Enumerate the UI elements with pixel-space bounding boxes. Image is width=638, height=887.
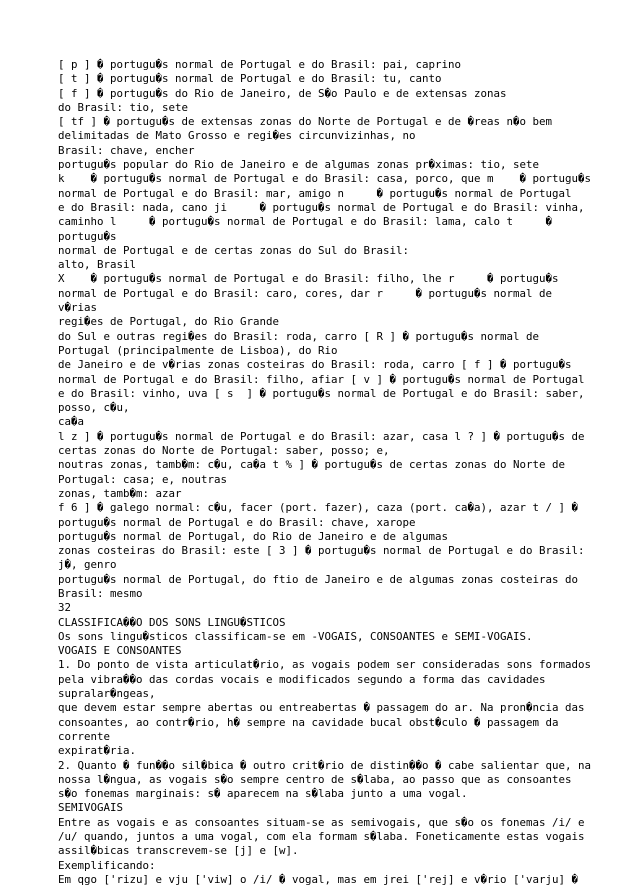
text-line: Os sons lingu�sticos classificam-se em -VOGAIS, CONSOANTES e SEMI-VOGAIS. [58, 629, 533, 643]
text-line: nossa l�ngua, as vogais s�o sempre centro de s�laba, ao passo que as consoantes [58, 772, 572, 786]
text-line: Brasil: mesmo [58, 586, 143, 600]
text-line: delimitadas de Mato Grosso e regi�es circunvizinhas, no [58, 129, 416, 143]
text-line: X � portugu�s normal de Portugal e do Brasil: filho, lhe r � portugu�s [58, 272, 559, 286]
text-line: que devem estar sempre abertas ou entreabertas � passagem do ar. Na pron�ncia das [58, 701, 585, 715]
text-line: Exemplificando: [58, 858, 156, 872]
text-line: VOGAIS E CONSOANTES [58, 644, 182, 658]
text-line: consoantes, ao contr�rio, h� sempre na cavidade bucal obst�culo � passagem da [58, 715, 559, 729]
text-line: CLASSIFICA��O DOS SONS LINGU�STICOS [58, 615, 286, 629]
text-line: Em qgo ['rizu] e vju ['viw] o /i/ � vogal, mas em jrei ['rej] e v�rio ['varju] � [58, 872, 579, 886]
text-line: caminho l � portugu�s normal de Portugal e do Brasil: lama, calo t � [58, 215, 553, 229]
text-line: expirat�ria. [58, 744, 137, 758]
text-line: portugu�s popular do Rio de Janeiro e de algumas zonas pr�ximas: tio, sete [58, 158, 540, 172]
text-line: normal de Portugal e do Brasil: filho, afiar [ v ] � portugu�s normal de Portugal [58, 372, 585, 386]
text-line: portugu�s normal de Portugal, do Rio de Janeiro e de algumas [58, 529, 449, 543]
text-line: s�o fonemas marginais: s� aparecem na s�laba junto a uma vogal. [58, 787, 468, 801]
text-line: l z ] � portugu�s normal de Portugal e do Brasil: azar, casa l ? ] � portugu�s de [58, 429, 585, 443]
text-line: do Brasil: tio, sete [58, 100, 189, 114]
text-line: Portugal (principalmente de Lisboa), do Rio [58, 343, 338, 357]
text-line: [ p ] � portugu�s normal de Portugal e do Brasil: pai, caprino [58, 58, 462, 71]
text-line: portugu�s normal de Portugal e do Brasil: chave, xarope [58, 515, 416, 529]
text-line: [ f ] � portugu�s do Rio de Janeiro, de S�o Paulo e de extensas zonas [58, 86, 507, 100]
text-line: do Sul e outras regi�es do Brasil: roda, carro [ R ] � portugu�s normal de [58, 329, 540, 343]
text-line: f 6 ] � galego normal: c�u, facer (port. fazer), caza (port. ca�a), azar t / ] � [58, 501, 579, 515]
text-line: posso, c�u, [58, 401, 130, 415]
text-line: normal de Portugal e do Brasil: caro, cores, dar r � portugu�s normal de [58, 286, 553, 300]
text-line: assil�bicas transcrevem-se [j] e [w]. [58, 844, 299, 858]
text-line: zonas costeiras do Brasil: este [ 3 ] � portugu�s normal de Portugal e do Brasil: [58, 544, 585, 558]
text-line: k � portugu�s normal de Portugal e do Brasil: casa, porco, que m � portugu�s [58, 172, 592, 186]
text-line: alto, Brasil [58, 258, 137, 272]
text-line: normal de Portugal e do Brasil: mar, amigo n � portugu�s normal de Portugal [58, 186, 572, 200]
text-line: 32 [58, 601, 72, 615]
text-line: portugu�s [58, 229, 117, 243]
text-line: supralar�ngeas, [58, 687, 156, 701]
text-line: pela vibra��o das cordas vocais e modificados segundo a forma das cavidades [58, 672, 546, 686]
text-line: Entre as vogais e as consoantes situam-se as semivogais, que s�o os fonemas /i/ e [58, 815, 585, 829]
text-line: j�, genro [58, 558, 117, 572]
text-line: portugu�s normal de Portugal, do ftio de Janeiro e de algumas zonas costeiras do [58, 572, 579, 586]
text-line: de Janeiro e de v�rias zonas costeiras do Brasil: roda, carro [ f ] � portugu�s [58, 358, 572, 372]
text-line: SEMIVOGAIS [58, 801, 124, 815]
text-line: certas zonas do Norte de Portugal: saber, posso; e, [58, 444, 390, 458]
text-line: 1. Do ponto de vista articulat�rio, as vogais podem ser consideradas sons formados [58, 658, 592, 672]
text-line: ca�a [58, 415, 85, 429]
document-page [58, 58, 592, 887]
text-line: [ tf ] � portugu�s de extensas zonas do Norte de Portugal e de �reas n�o bem [58, 115, 553, 129]
text-line: v�rias [58, 301, 98, 315]
text-line: [ t ] � portugu�s normal de Portugal e do Brasil: tu, canto [58, 72, 442, 86]
text-line: normal de Portugal e de certas zonas do Sul do Brasil: [58, 243, 410, 257]
text-line: Portugal: casa; e, noutras [58, 472, 228, 486]
text-line: e do Brasil: vinho, uva [ s ] � portugu�s normal de Portugal e do Brasil: saber, [58, 386, 585, 400]
text-line: Brasil: chave, encher [58, 143, 195, 157]
text-line: 2. Quanto � fun��o sil�bica � outro crit�rio de distin��o � cabe salientar que, na [58, 758, 592, 772]
text-line: zonas, tamb�m: azar [58, 486, 182, 500]
text-line: e do Brasil: nada, cano ji � portugu�s normal de Portugal e do Brasil: vinha, [58, 200, 585, 214]
text-line: noutras zonas, tamb�m: c�u, ca�a t % ] � portugu�s de certas zonas do Norte de [58, 458, 566, 472]
text-line: /u/ quando, juntos a uma vogal, com ela formam s�laba. Foneticamente estas vogais [58, 830, 585, 844]
text-line: corrente [58, 729, 111, 743]
text-line: regi�es de Portugal, do Rio Grande [58, 315, 280, 329]
